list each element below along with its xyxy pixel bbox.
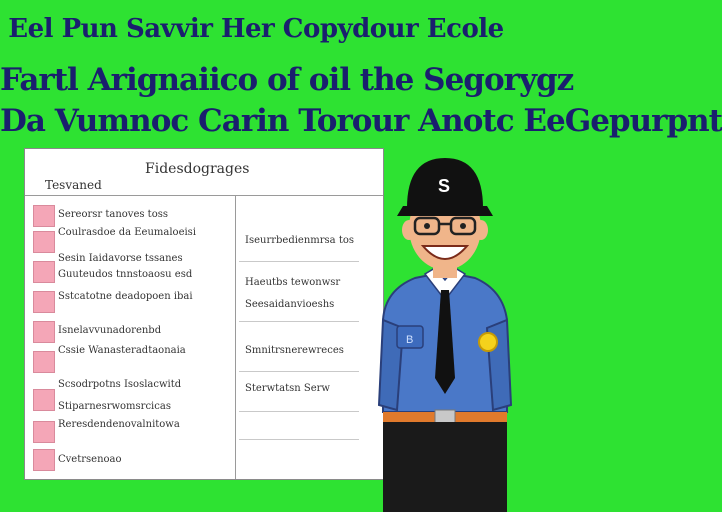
row-text: Cssie Wanasteradtaonaia: [58, 345, 186, 356]
belt-buckle: [435, 410, 455, 424]
row-text: Coulrasdoe da Eeumaloeisi: [58, 227, 197, 238]
row-text: Reresdendenovalnitowa: [58, 419, 180, 430]
row-checkbox: [33, 231, 55, 253]
note-line: [239, 371, 359, 372]
row-checkbox: [33, 321, 55, 343]
row-text: Sstcatotne deadopoen ibai: [58, 291, 193, 302]
pants: [383, 422, 507, 512]
cap-letter: S: [438, 176, 451, 196]
row-checkbox: [33, 205, 55, 227]
row-checkbox: [33, 351, 55, 373]
row-text: Scsodrpotns Isoslacwitd: [58, 379, 182, 390]
headline-line-1: Eel Pun Savvir Her Copydour Ecole: [8, 14, 504, 44]
note-text: Seesaidanvioeshs: [245, 299, 335, 310]
row-text: Sesin Iaidavorse tssanes: [58, 253, 183, 264]
row-text: Sereorsr tanoves toss: [58, 209, 168, 220]
row-text: Stiparnesrwomsrcicas: [58, 401, 171, 412]
row-checkbox: [33, 261, 55, 283]
row-text: Cvetrsenoao: [58, 454, 122, 465]
row-checkbox: [33, 389, 55, 411]
row-checkbox: [33, 449, 55, 471]
headline-line-2: Fartl Arignaiico of oil the Segorygz: [0, 62, 574, 98]
document-subheading: Tesvaned: [45, 178, 102, 192]
note-line: [239, 261, 359, 262]
note-line: [239, 321, 359, 322]
document-form: [24, 148, 384, 480]
headline-line-3: Da Vumnoc Carin Torour Anotc EeGepurpnt: [0, 103, 722, 139]
badge-icon: [479, 333, 497, 351]
row-text: Isnelavvunadorenbd: [58, 325, 162, 336]
cap-brim: [397, 206, 493, 216]
note-text: Iseurrbedienmrsa tos: [245, 235, 354, 246]
note-line: [239, 439, 359, 440]
document-title: Fidesdograges: [145, 161, 250, 177]
note-text: Haeutbs tewonwsr: [245, 277, 341, 288]
pocket-letter: B: [406, 334, 414, 346]
left-eye: [424, 223, 430, 229]
row-text: Guuteudos tnnstoaosu esd: [58, 269, 193, 280]
note-line: [239, 411, 359, 412]
note-text: Smnitrsnerewreces: [245, 345, 344, 356]
row-checkbox: [33, 421, 55, 443]
note-text: Sterwtatsn Serw: [245, 383, 330, 394]
document-header: [25, 149, 383, 196]
column-divider: [235, 195, 236, 479]
right-eye: [460, 223, 466, 229]
security-guard-illustration: [375, 150, 512, 512]
row-checkbox: [33, 291, 55, 313]
